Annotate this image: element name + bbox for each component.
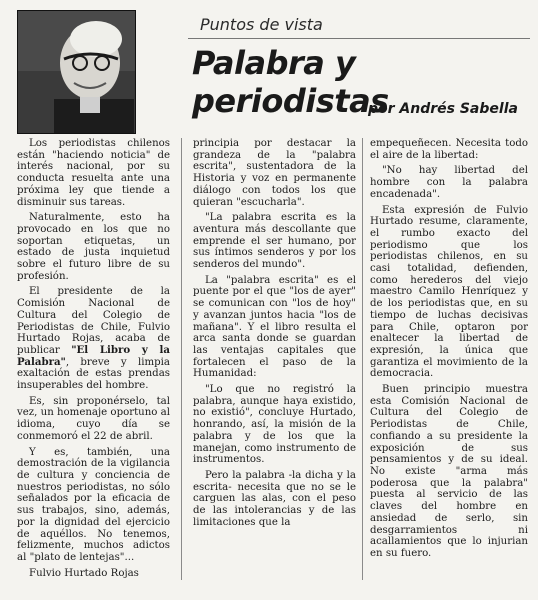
column-3 bbox=[370, 138, 528, 564]
paragraph: Los periodistas chilenos están "haciendo noticia" de interés nacional, por su conducta resuelta ante una próxima ley que tiende a disminuir sus tareas. bbox=[17, 138, 170, 208]
column-divider bbox=[181, 138, 182, 580]
paragraph bbox=[17, 286, 170, 391]
column-1 bbox=[17, 138, 170, 583]
paragraph: Fulvio Hurtado Rojas bbox=[29, 567, 139, 579]
kicker-rule bbox=[188, 38, 530, 39]
paragraph-text: , breve y limpia exaltación de estas prendas insuperables del hombre. bbox=[17, 356, 170, 392]
paragraph: "No hay libertad del hombre con la palabra encadenada". bbox=[370, 165, 528, 200]
book-title: "El Libro y la Palabra" bbox=[17, 343, 170, 368]
author-photo bbox=[17, 10, 136, 134]
paragraph: La "palabra escrita" es el puente por el que "los de ayer" se comunican con "los de hoy" y avanzan juntos hacia "los de mañana". Y el libro resulta el arca santa donde se guardan las ventajas capitales que fortalecen el paso de la Humanidad: bbox=[193, 274, 356, 380]
paragraph: Naturalmente, esto ha provocado en los que no soportan etiquetas, un estado de justa inquietud sobre el futuro libre de su profesión. bbox=[17, 212, 170, 282]
paragraph: principia por destacar la grandeza de la "palabra escrita", sustentadora de la Historia y voz en permanente diálogo con todos los que quieran "escucharla". bbox=[193, 138, 356, 208]
column-divider bbox=[362, 138, 363, 580]
column-2 bbox=[193, 138, 356, 533]
paragraph: "La palabra escrita es la aventura más descollante que emprende el ser humano, por sus íntimos senderos y por los senderos del mundo". bbox=[193, 212, 356, 271]
paragraph: Pero la palabra -la dicha y la escrita- necesita que no se le carguen las alas, con el peso de las intolerancias y de las limitaciones que la bbox=[193, 469, 356, 528]
paragraph: empequeñecen. Necesita todo el aire de la libertad: bbox=[370, 138, 528, 161]
paragraph-text: El presidente de la Comisión Nacional de Cultura del Colegio de Periodistas de Chile, Fulvio Hurtado Rojas, acaba de publicar bbox=[17, 286, 170, 356]
headline: Palabra y periodistas bbox=[192, 44, 389, 120]
paragraph: Es, sin proponérselo, tal vez, un homenaje oportuno al idioma, cuyo día se conmemoró el 22 de abril. bbox=[17, 395, 171, 442]
author-portrait-image bbox=[18, 11, 135, 133]
paragraph: Esta expresión de Fulvio Hurtado resume, claramente, el rumbo exacto del periodismo que los periodistas chilenos, en su casi totalidad, defienden, como herederos del viejo maestro Camilo Henríquez y de los periodistas que, en su tiempo de luchas decisivas para Chile, optaron por enaltecer la libertad de expresión, la única que garantiza el movimiento de la democracia. bbox=[370, 204, 528, 380]
paragraph: Y es, también, una demostración de la vigilancia de cultura y conciencia de nuestros periodistas, no sólo señalados por la eficacia de sus trabajos, sino, además, por la dignidad del ejercicio de aquéllos. No tenemos, felizmente, muchos adictos al "plato de lentejas"... bbox=[17, 446, 170, 563]
section-kicker: Puntos de vista bbox=[200, 15, 323, 34]
byline: por Andrés Sabella bbox=[368, 101, 518, 117]
paragraph: "Lo que no registró la palabra, aunque haya existido, no existió", concluye Hurtado, honrando, así, la misión de la palabra y de los que la manejan, como instrumento de instrumentos. bbox=[193, 384, 356, 466]
paragraph: Buen principio muestra esta Comisión Nacional de Cultura del Colegio de Periodistas de Chile, confiando a su presidente la exposición de sus pensamientos y de su ideal. No existe "arma más poderosa que la palabra" puesta al servicio de las claves del hombre en ansiedad de serlo, sin desgarramientos ni acallamientos que lo injurian en su fuero. bbox=[370, 384, 528, 559]
